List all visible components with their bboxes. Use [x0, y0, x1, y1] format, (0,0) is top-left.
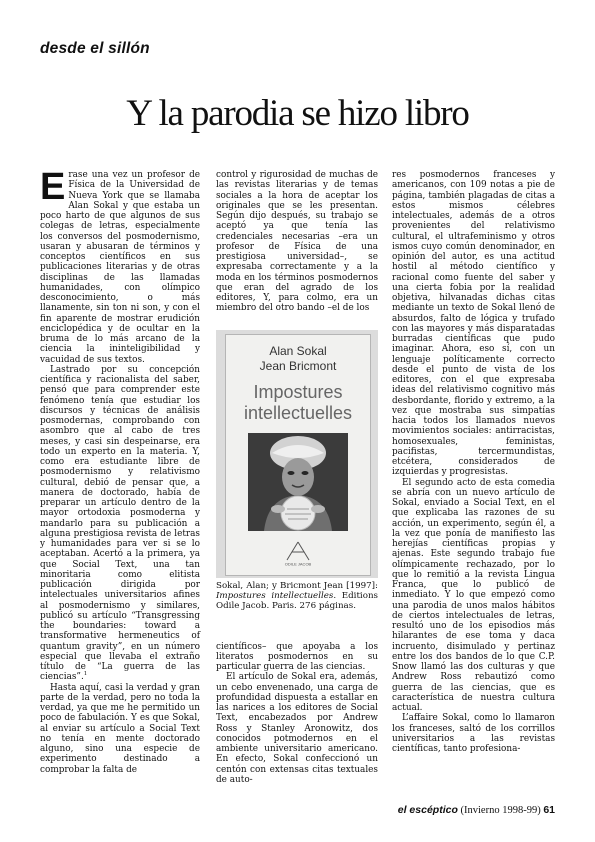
article-paragraph: Hasta aquí, casi la verdad y gran parte de la verdad, pero no toda la verdad, ya que me he permitido un poco de fabulación. Y es que Sokal, al enviar su artículo a Social Text no tenía en mente doctorado alguno, sino una especie de experimento destinado a comprobar la falta de [40, 682, 200, 775]
caption-book-title: Impostures intellectuelles. [216, 591, 337, 601]
cover-title [226, 382, 370, 424]
publisher-logo [281, 540, 315, 570]
cover-title-line: Impostures [253, 382, 343, 402]
cover-title-line: intellectuelles [243, 403, 353, 423]
article-paragraph [40, 166, 200, 365]
page-number: 61 [543, 804, 555, 816]
book-cover-photo [216, 330, 378, 578]
article-paragraph: res posmodernos franceses y americanos, con 109 notas a pie de página, también plagadas de citas a estos mismos célebres intelectuales, además de a otros provenientes del relativismo cultural, el ultrafeminismo y otros ismos cuyo común denominador, en opinión del autor, es una actitud hostil al método científico y racional como fuente del saber y una cierta fobia por la realidad objetiva, hilvanadas dichas citas mediante un texto de Sokal llenó de absurdos, falto de lógica y trufado con las mayores y más disparatadas burradas científicas que pudo imaginar. Ahora, eso sí, con un lenguaje políticamente correcto desde el punto de vista de los editores, con el que expresaba ideas del relativismo cognitivo más desbordante, florido y extremo, a la vez que mostraba sus simpatías hacia todos los llamados nuevos movimientos sociales: antirracistas, homosexuales, feministas, pacifistas, tercermundistas, etcétera, considerados de izquierdas y progresistas. [392, 170, 555, 478]
article-paragraph [40, 365, 200, 683]
article-paragraph: L’affaire Sokal, como lo llamaron los franceses, saltó de los corrillos universitarios a las revistas científicas, tanto profesiona- [392, 713, 555, 754]
article-paragraph: El segundo acto de esta comedia se abría con un nuevo artículo de Sokal, enviado a Social Text, en el que explicaba las razones de su acción, un experimento, según él, a la vez que ponía de manifiesto las herejías científicas propias y ajenas. Este segundo trabajo fue olímpicamente rechazado, por lo que lo remitió a la revista Lingua Franca, que lo publicó de inmediato. Y lo que empezó como una parodia de unos malos hábitos de ciertos intelectuales de letras, resultó uno de los episodios más hilarantes de ese toma y daca incruento, disimulado y pertinaz entre los dos bandos de lo que C.P. Snow llamó las dos culturas y que Andrew Ross rebautizó como guerra de las ciencias, que es característica de nuestra cultura actual. [392, 477, 555, 713]
article-column-3 [392, 170, 555, 754]
issue-info: (Invierno 1998-99) [457, 805, 544, 816]
cover-author: Jean Bricmont [259, 359, 337, 373]
caption-authors: Sokal, Alan; y Bricmont Jean [1997]: [216, 581, 378, 591]
article-paragraph: control y rigurosidad de muchas de las revistas literarias y de temas sociales a la hora de aceptar los originales que se les presentan. Según dijo después, su trabajo se aceptó ya que tenía las credenciales necesarias –era un profesor de Física de una prestigiosa universidad–, se expresaba correctamente y a la moda en los términos posmodernos que eran del agrado de los editores, Y, para colmo, era un miembro del otro bando –el de los [216, 170, 378, 314]
caption-publisher: Editions Odile Jacob. Paris. 276 páginas. [216, 591, 378, 611]
book-cover [225, 334, 371, 576]
book-cover-figure [216, 330, 378, 631]
article-column-1 [40, 166, 200, 775]
article-paragraph: científicos– que apoyaba a los literatos posmodernos en su particular guerra de las ciencias. [216, 641, 378, 672]
paragraph-text: rase una vez un profesor de Física de la Universidad de Nueva York que se llamaba Alan Sokal y que estaba un poco harto de que algunos de sus colegas de letras, especialmente los conversos del posmodernismo, usaran y abusaran de términos y conceptos científicos en sus publicaciones literarias y de otras disciplinas de las llamadas humanidades, con olímpico desconocimiento, o más llanamente, sin ton ni son, y con el fin aparente de mostrar erudición enciclopédica y de ocultar en la bruma de lo más arcano de la ciencia la ininteligibilidad y vacuidad de sus textos. [40, 170, 200, 365]
paragraph-text: Lastrado por su concepción científica y racionalista del saber, pensó que para comprender este fenómeno tenía que estudiar los discursos y técnicas de análisis posmodernas, comprobando con asombro que al cabo de tres meses, y casi sin despeinarse, era todo un experto en la materia. Y, como era estudiante libre de posmodernismo y relativismo cultural, debió de pensar que, a manera de doctorado, había de preparar un artículo dentro de la mayor ortodoxia posmoderna y mandarlo para su publicación a alguna prestigiosa revista de letras y humanidades para ver si se lo aceptaban. Acertó a la primera, ya que Social Text, una tan minoritaria como elitista publicación dirigida por intelectuales universitarios afines al posmodernismo y similares, publicó su artículo “Transgressing the boundaries: toward a transformative hermeneutics of quantum gravity”, en un número especial que llevaba el extraño título de “La guerra de las ciencias”. [40, 364, 200, 683]
footnote-marker: 1 [83, 671, 88, 678]
figure-caption [216, 581, 378, 611]
article-title: Y la parodia se hizo libro [126, 93, 469, 134]
section-label: desde el sillón [40, 40, 150, 57]
article-paragraph: El artículo de Sokal era, además, un cebo envenenado, una carga de profundidad dispuesta a estallar en las narices a los editores de Social Text, encabezados por Andrew Ross y Stanley Aronowitz, dos conocidos potmodernos en el ambiente universitario americano. En efecto, Sokal confeccionó un centón con extensas citas textuales de auto- [216, 672, 378, 785]
cover-authors [226, 344, 370, 374]
magazine-name: el escéptico [397, 804, 458, 816]
fortune-teller-illustration [248, 433, 348, 531]
cover-author: Alan Sokal [269, 344, 327, 358]
publisher-name: ODILE JACOB [284, 561, 312, 567]
drop-cap: E [40, 166, 66, 208]
page-footer [398, 804, 555, 816]
